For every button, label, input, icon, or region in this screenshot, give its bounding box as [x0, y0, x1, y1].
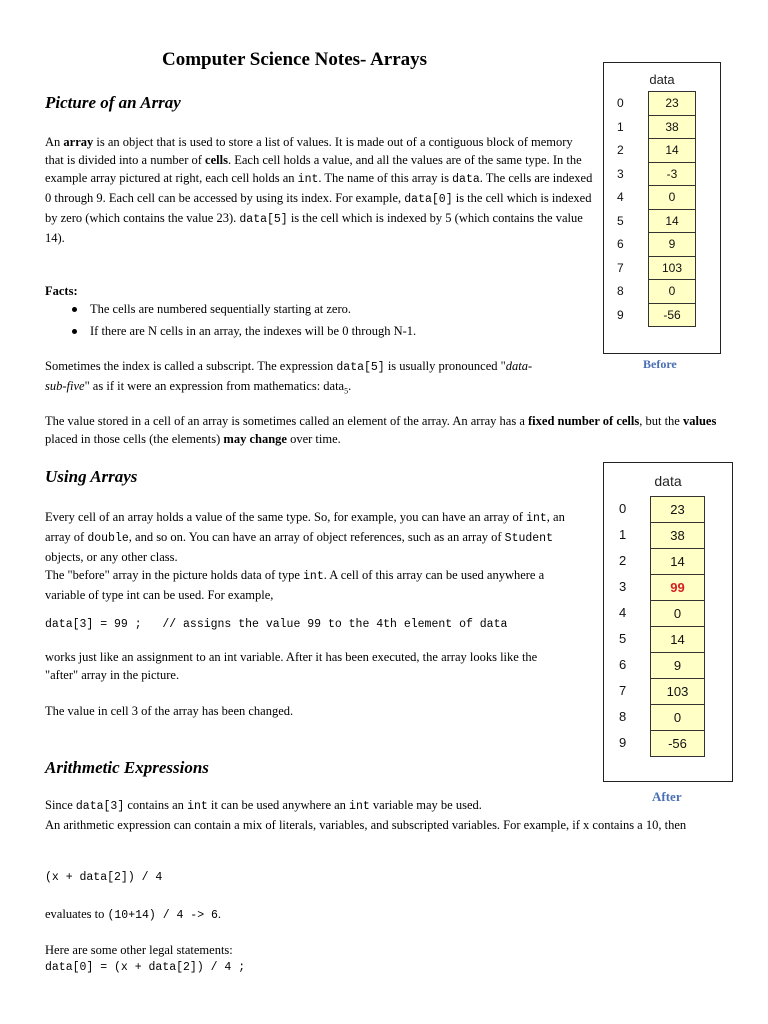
array-cell: 38 [648, 115, 696, 140]
array-index: 4 [617, 190, 624, 204]
legal-paragraph: Here are some other legal statements: [45, 943, 233, 957]
array-cell: 38 [650, 522, 705, 549]
array-cell: -56 [648, 303, 696, 328]
arith-paragraph: Since data[3] contains an int it can be used anywhere an int variable may be used. An arithmetic expression can contain a mix of literals, variables, and subscripted variables. For example, if x contains a 10, then [45, 798, 687, 832]
array-index: 0 [619, 501, 627, 516]
array-cell: 23 [648, 91, 696, 116]
array-index: 3 [619, 579, 627, 594]
array-index: 2 [619, 553, 627, 568]
list-item: If there are N cells in an array, the indexes will be 0 through N-1. [45, 321, 416, 343]
code-legal: data[0] = (x + data[2]) / 4 ; [45, 961, 246, 974]
array-label: data [654, 473, 682, 489]
element-paragraph: The value stored in a cell of an array is sometimes called an element of the array. An array has a fixed number of cells, but the values placed in those cells (the elements) may change over time. [45, 414, 717, 446]
after-array-figure [603, 462, 733, 782]
array-index: 5 [617, 213, 624, 228]
array-index: 9 [617, 307, 624, 322]
array-index: 8 [619, 709, 627, 724]
changed-paragraph: The value in cell 3 of the array has been changed. [45, 704, 294, 718]
array-cell: 14 [650, 548, 705, 575]
after-paragraph: works just like an assignment to an int variable. After it has been executed, the array looks like the "after" array in the picture. [45, 650, 538, 682]
array-index: 7 [619, 683, 627, 698]
array-cell: 9 [650, 652, 705, 679]
array-cell: 103 [650, 678, 705, 705]
section-heading-using: Using Arrays [45, 467, 138, 486]
array-index: 6 [617, 237, 624, 251]
intro-paragraph: An array is an object that is used to store a list of values. It is made out of a contiguous block of memory that is divided into a number of cells. Each cell holds a value, and all the values are of the same type. In the example array pictured at right, each cell holds an int. The name of this array is data. The cells are indexed 0 through 9. Each cell can be accessed by using its index. For example, data[0] is the cell which is indexed by zero (which contains the value 23). data[5] is the cell which is indexed by 5 (which contains the value 14). [45, 135, 593, 245]
page-title: Computer Science Notes- Arrays [162, 49, 428, 70]
array-index: 4 [619, 605, 627, 620]
section-heading-arith: Arithmetic Expressions [45, 758, 209, 777]
array-index: 2 [617, 143, 624, 157]
after-caption: After [652, 789, 682, 804]
using-paragraph: Every cell of an array holds a value of the same type. So, for example, you can have an array of int, an array of double, and so on. You can have an array of object references, such as an array of Student objects, or any other class. The "before" array in the picture holds data of type int. A cell of this array can be used anywhere a variable of type int can be used. For example, [45, 510, 565, 602]
array-index: 5 [619, 631, 627, 646]
array-cell: 0 [650, 600, 705, 627]
subscript-paragraph: Sometimes the index is called a subscript. The expression data[5] is usually pronounced "data-sub-five" as if it were an expression from mathematics: data$_5$. [45, 359, 533, 396]
code-expression: (x + data[2]) / 4 [45, 871, 163, 884]
array-index: 7 [617, 260, 624, 275]
code-assign: data[3] = 99 ; // assigns the value 99 to the 4th element of data [45, 618, 508, 631]
array-cell: 0 [648, 279, 696, 304]
array-cell: 9 [648, 232, 696, 257]
array-cell: 14 [648, 209, 696, 234]
array-index: 8 [617, 284, 624, 298]
array-cell: 23 [650, 496, 705, 523]
array-index: 9 [619, 735, 627, 750]
array-index: 1 [617, 119, 624, 134]
evaluates-paragraph: evaluates to (10+14) / 4 -> 6. [45, 907, 222, 922]
array-cell: -3 [648, 162, 696, 187]
array-cell: 99 [650, 574, 705, 601]
array-cell: 0 [650, 704, 705, 731]
array-cell: 14 [648, 138, 696, 163]
array-index: 1 [619, 527, 627, 542]
array-cell: 103 [648, 256, 696, 281]
array-cell: 0 [648, 185, 696, 210]
facts-list [45, 299, 416, 343]
array-label: data [649, 72, 675, 87]
array-index: 0 [617, 96, 624, 110]
facts-heading: Facts: [45, 284, 78, 298]
before-caption: Before [643, 357, 677, 371]
array-index: 6 [619, 657, 627, 672]
array-index: 3 [617, 166, 624, 181]
before-array-figure [603, 62, 721, 354]
list-item: The cells are numbered sequentially starting at zero. [45, 299, 416, 321]
array-cell: 14 [650, 626, 705, 653]
section-heading-picture: Picture of an Array [45, 93, 181, 112]
array-cell: -56 [650, 730, 705, 757]
